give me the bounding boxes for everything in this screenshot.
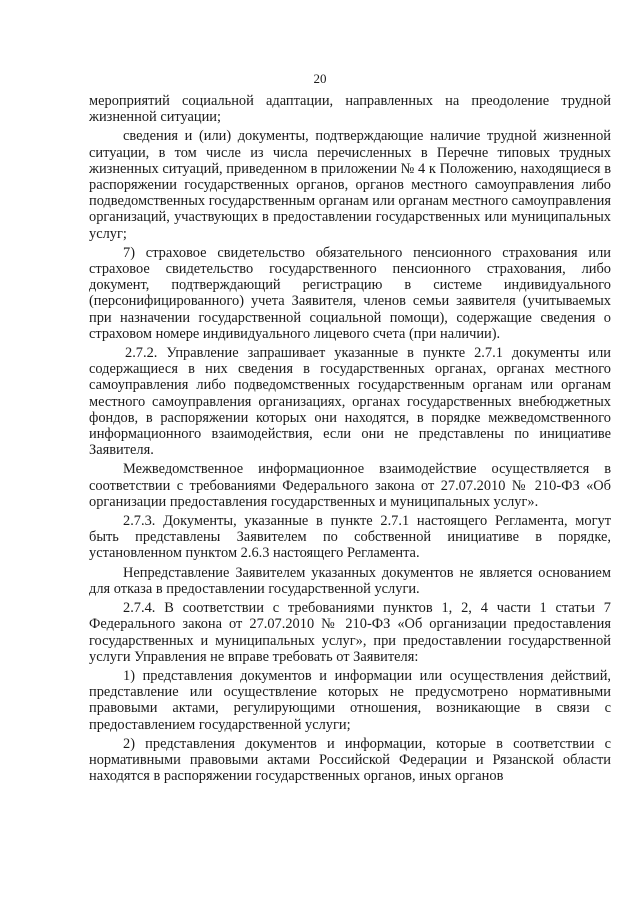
page-number: 20 (313, 71, 327, 86)
paragraph-life-situation-docs: сведения и (или) документы, подтверждающие наличие трудной жизненной ситуации, в том числе из числа перечисленных в Перечне типовых трудных жизненных ситуаций, приведенном в приложении № 4 к Положению, находящиеся в распоряжении государственных органов, органов местного самоуправления либо подведомственных государственным органам или органам местного самоуправления организаций, участвующих в предоставлении государственных или муниципальных услуг; (89, 128, 612, 242)
paragraph-item-7-insurance: 7) страховое свидетельство обязательного пенсионного страхования или страховое свидетельство государственного пенсионного страхования, либо документ, подтверждающий регистрацию в системе индивидуального (персонифицированного) учета Заявителя, членов семьи заявителя (учитываемых при назначении государственной социальной помощи), содержащие сведения о страховом номере индивидуального лицевого счета (при наличии). (89, 244, 611, 342)
paragraph-2-7-2: 2.7.2. Управление запрашивает указанные в пункте 2.7.1 документы или содержащиеся в них сведения в государственных органах, органах местного самоуправления либо подведомственных государственным органам или органам местного самоуправления организациях, органах государственных внебюджетных фондов, в распоряжении которых они находятся, в порядке межведомственного информационного взаимодействия, если они не представлены по инициативе Заявителя. (89, 345, 611, 459)
paragraph-interagency: Межведомственное информационное взаимодействие осуществляется в соответствии с требованиями Федерального закона от 27.07.2010 № 210-ФЗ «Об организации предоставления государственных и муниципальных услуг». (89, 461, 611, 510)
paragraph-continuation: мероприятий социальной адаптации, направленных на преодоление трудной жизненной ситуации; (89, 93, 611, 126)
paragraph-2-7-4: 2.7.4. В соответствии с требованиями пунктов 1, 2, 4 части 1 статьи 7 Федерального закона от 27.07.2010 № 210-ФЗ «Об организации предоставления государственных и муниципальных услуг», при предоставлении государственной услуги Управления не вправе требовать от Заявителя: (89, 600, 611, 665)
paragraph-2-7-3: 2.7.3. Документы, указанные в пункте 2.7.1 настоящего Регламента, могут быть представлены Заявителем по собственной инициативе в порядке, установленном пунктом 2.6.3 настоящего Регламента. (89, 513, 611, 562)
document-body (89, 93, 611, 787)
paragraph-item-2: 2) представления документов и информации, которые в соответствии с нормативными правовыми актами Российской Федерации и Рязанской области находятся в распоряжении государственных органов, иных органов (89, 735, 611, 785)
paragraph-non-submission: Непредставление Заявителем указанных документов не является основанием для отказа в предоставлении государственной услуги. (89, 564, 611, 597)
paragraph-item-1: 1) представления документов и информации или осуществления действий, представление или осуществление которых не предусмотрено нормативными правовыми актами, регулирующими отношения, возникающие в связи с предоставлением государственной услуги; (89, 667, 611, 733)
